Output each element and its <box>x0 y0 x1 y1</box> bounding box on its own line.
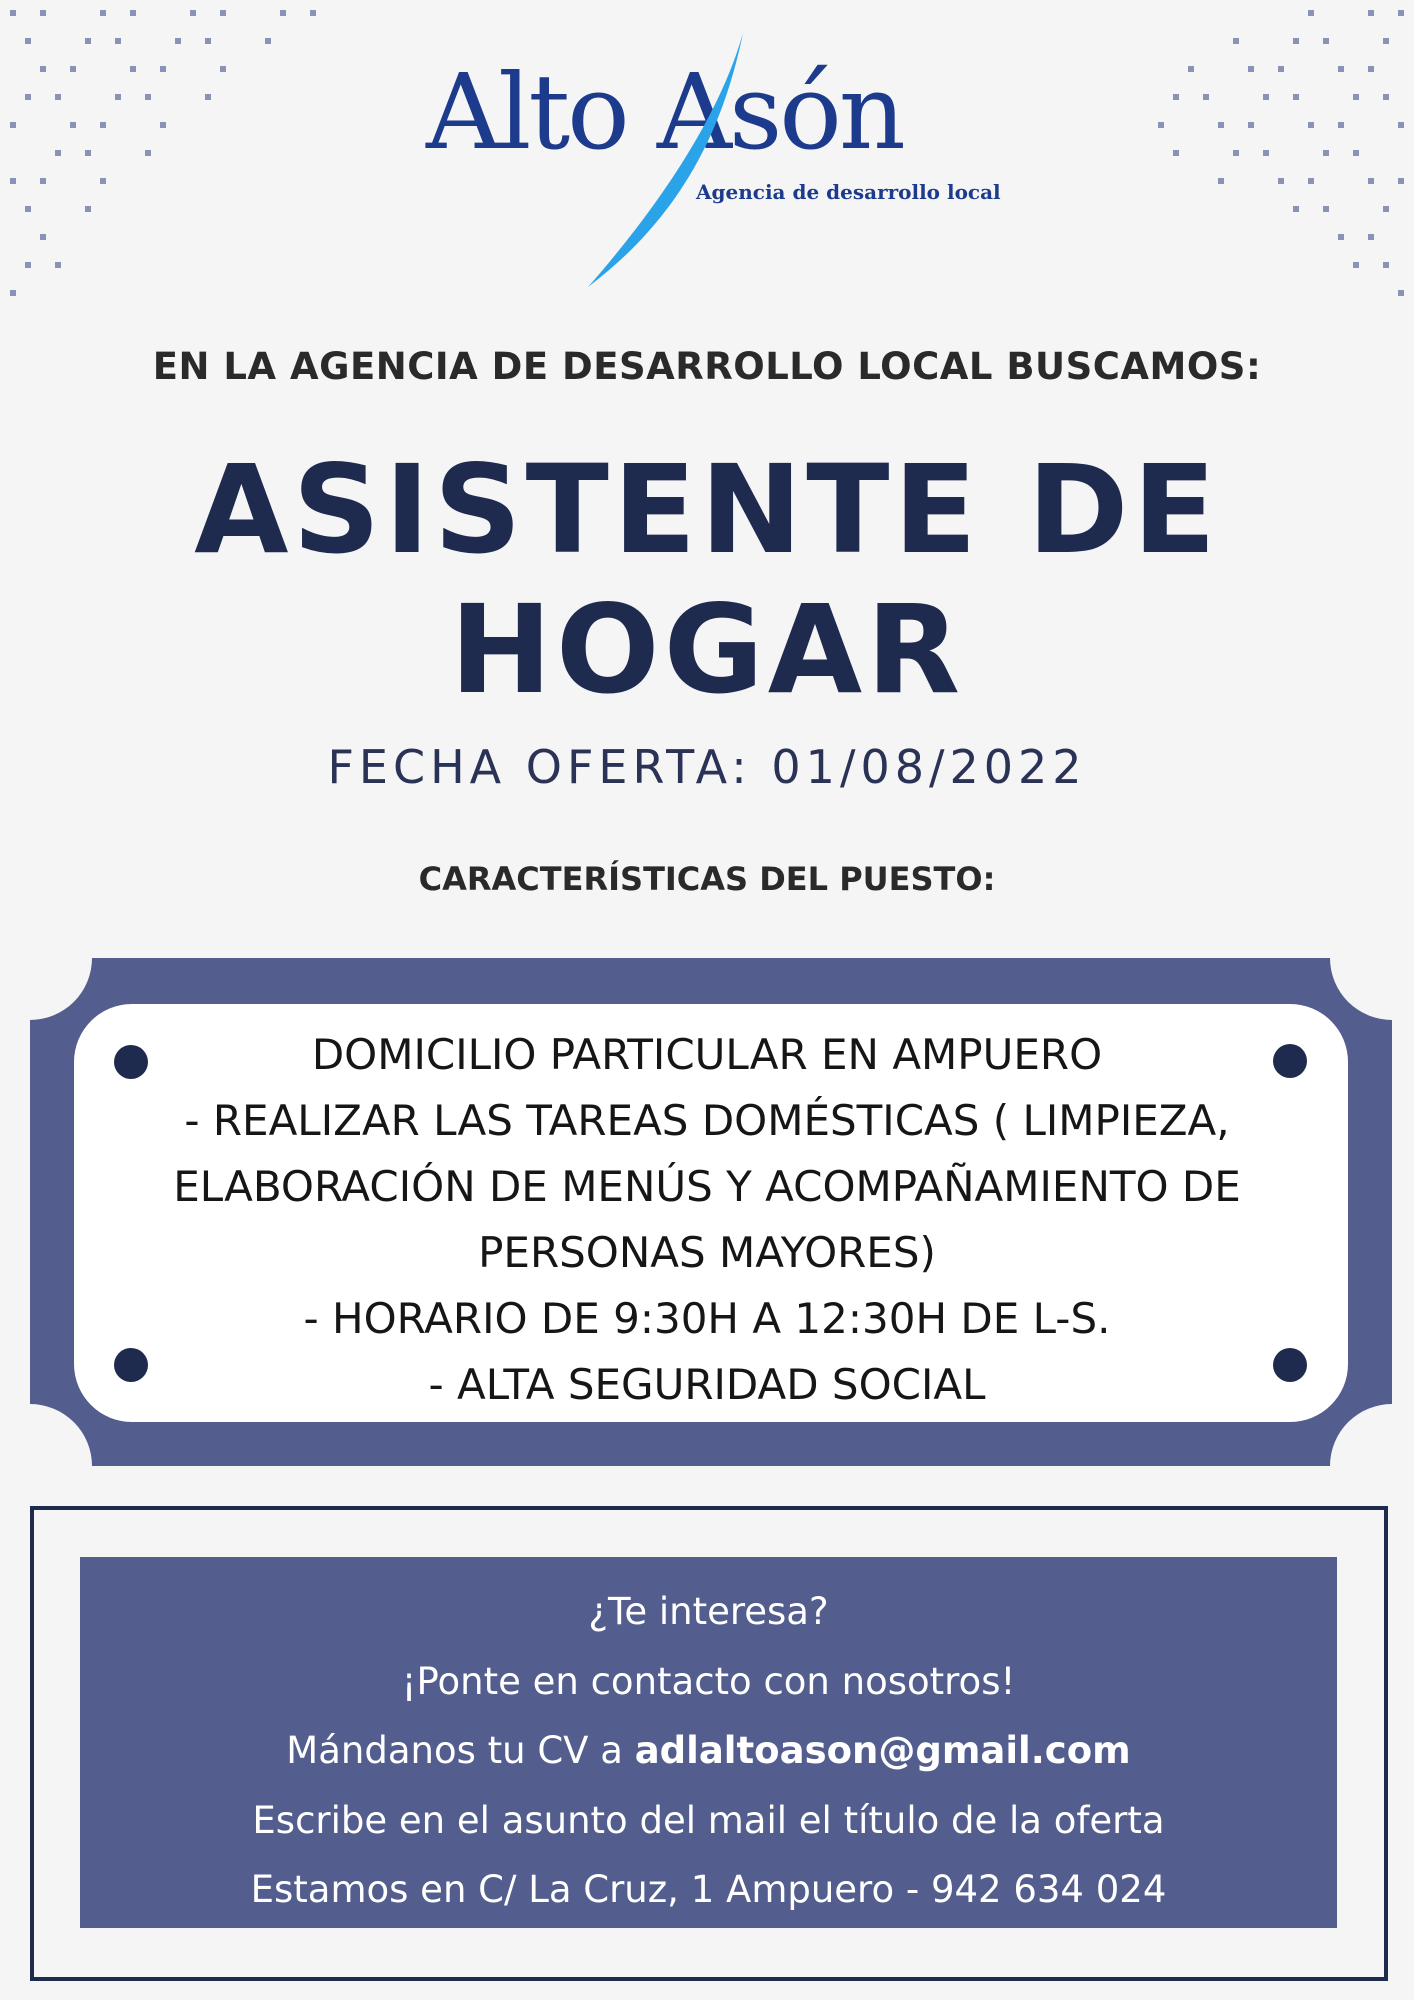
features-line: PERSONAS MAYORES) <box>478 1228 936 1277</box>
features-line: - REALIZAR LAS TAREAS DOMÉSTICAS ( LIMPIEZA, <box>184 1096 1230 1145</box>
features-line: - ALTA SEGURIDAD SOCIAL <box>428 1360 986 1409</box>
logo-tagline: Agencia de desarrollo local <box>696 180 1001 204</box>
features-list <box>80 1022 1334 1418</box>
contact-email-line <box>80 1716 1337 1786</box>
features-line: ELABORACIÓN DE MENÚS Y ACOMPAÑAMIENTO DE <box>173 1162 1241 1211</box>
features-heading: CARACTERÍSTICAS DEL PUESTO: <box>418 860 996 898</box>
contact-subject-instruction: Escribe en el asunto del mail el título de la oferta <box>252 1798 1165 1842</box>
features-line: - HORARIO DE 9:30H A 12:30H DE L-S. <box>303 1294 1111 1343</box>
intro-heading: EN LA AGENCIA DE DESARROLLO LOCAL BUSCAMOS: <box>152 345 1262 388</box>
features-line: DOMICILIO PARTICULAR EN AMPUERO <box>311 1030 1103 1079</box>
contact-email-link[interactable]: adlaltoason@gmail.com <box>634 1729 1131 1772</box>
logo-wordmark: Alto Asón <box>426 51 903 173</box>
contact-question: ¿Te interesa? <box>588 1590 829 1633</box>
contact-email-prefix: Mándanos tu CV a <box>286 1729 635 1772</box>
contact-cta: ¡Ponte en contacto con nosotros! <box>401 1659 1016 1703</box>
job-title-line: ASISTENTE DE <box>194 439 1220 581</box>
contact-panel <box>80 1557 1337 1928</box>
contact-address-phone: Estamos en C/ La Cruz, 1 Ampuero - 942 634 024 <box>250 1868 1167 1911</box>
job-title-line: HOGAR <box>449 579 965 721</box>
offer-date: FECHA OFERTA: 01/08/2022 <box>327 740 1087 794</box>
